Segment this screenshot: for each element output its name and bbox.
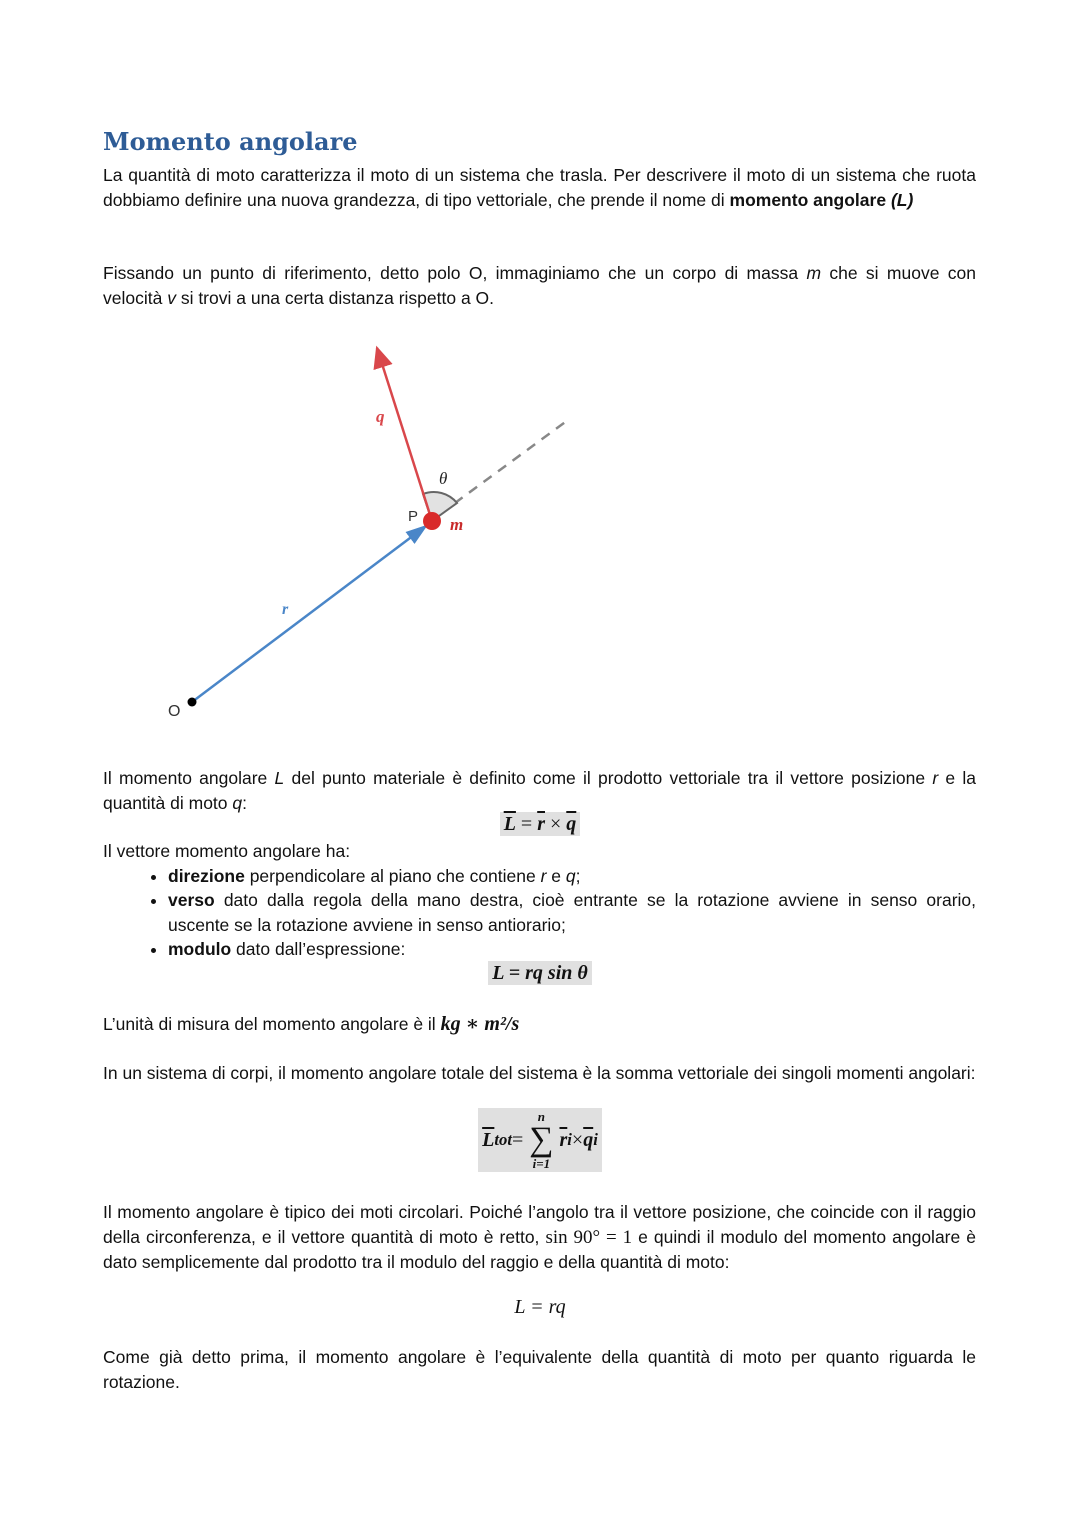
term: modulo [168,939,232,959]
symbol: $\overline{q}$ [583,1128,594,1151]
symbol: L [274,768,285,788]
term: momento angolare [729,189,891,210]
text: : [242,792,247,813]
text: e [546,865,566,886]
label-q: q⃗ [376,407,398,426]
label-p: P [408,508,419,525]
text: × [545,813,567,835]
text: La quantità di moto caratterizza il moto di un sistema che trasla. Per descrivere il moto di un sistema che ruota dobbiamo definire una nuova grandezza, di tipo vettoriale, che prende il nome di [103,165,976,210]
symbol: (L) [890,189,914,210]
text: si trovi a una certa distanza rispetto a O. [175,287,495,308]
label-r: r⃗ [282,601,301,618]
summation [529,1110,553,1170]
system-paragraph: In un sistema di corpi, il momento angolare totale del sistema è la somma vettoriale dei singoli momenti angolari: [103,1063,976,1083]
symbol: $\overline{L}$ [482,1128,495,1151]
list-item [168,937,976,962]
unit: kg ∗ m²/s [440,1013,520,1035]
symbol: q [565,865,576,886]
properties-list [103,864,976,962]
text: e la quantità di moto [103,768,976,813]
upper-limit: n [537,1109,545,1124]
text: Fissando un punto di riferimento, detto polo O, immaginiamo che un corpo di massa [103,263,807,283]
symbol: r [540,865,547,886]
text: dato dalla regola della mano destra, cioè entrante se la rotazione avviene in senso orario, uscente se la rotazione avviene in senso antiorario; [168,890,976,935]
cross-product-formula [0,813,1080,836]
modulus-formula [0,962,1080,985]
total-momentum-formula [0,1108,1080,1172]
text: ; [575,865,581,886]
text: del punto materiale è definito come il prodotto vettoriale tra il vettore posizione [284,768,933,788]
label-o: O [168,703,181,720]
definition-paragraph [103,766,976,815]
origin-point [188,698,197,707]
term: direzione [168,865,245,886]
lower-limit: i=1 [532,1156,551,1171]
vector-r [192,526,426,702]
symbol: $\overline{r}$ [559,1128,568,1151]
angular-momentum-diagram [0,0,1080,760]
text: Il momento angolare è tipico dei moti circolari. Poiché l’angolo tra il vettore posizione, che coincide con il raggio della circonferenza, e il vettore quantità di moto è retto, [103,1202,976,1247]
symbol: m [806,263,822,283]
subscript: i [593,1130,598,1149]
symbol: v [167,287,176,308]
text: e quindi il modulo del momento angolare è dato semplicemente dal prodotto tra il modulo del raggio e della quantità di moto: [103,1226,976,1272]
text: = [515,813,538,835]
sigma: ∑ [529,1121,554,1158]
reference-dashed-line [440,420,568,514]
formula: sin 90° = 1 [545,1226,633,1248]
text: L’unità di misura del momento angolare è il [103,1014,441,1034]
text: perpendicolare al piano che contiene [244,865,541,886]
text: dato dall’espressione: [231,939,406,959]
symbol: r [932,768,939,788]
closing-paragraph: Come già detto prima, il momento angolare è l’equivalente della quantità di moto per quanto riguarda le rotazione. [103,1347,976,1392]
text: Il vettore momento angolare ha: [103,841,351,861]
section-title: Momento angolare [103,127,358,156]
simple-formula: L = rq [514,1296,566,1318]
subscript: i [567,1130,572,1149]
label-m: m [450,515,464,534]
list-item [168,864,976,889]
symbol: $\overline{L}$ [503,813,516,835]
subscript: tot [494,1130,512,1149]
symbol: $\overline{r}$ [537,813,545,835]
text: × [571,1128,584,1151]
list-item [168,888,976,937]
unit-paragraph [103,1012,976,1037]
text: che si muove con velocità [103,263,976,308]
vector-q [377,348,432,521]
text: Il momento angolare [103,768,275,788]
term: verso [168,890,215,910]
text: = [511,1128,524,1151]
symbol: q [232,792,243,813]
vector-properties [103,839,976,962]
circular-motion-paragraph [103,1200,976,1275]
formula: L = rq sin θ [488,961,592,985]
mass-point [423,512,441,530]
symbol: $\overline{q}$ [566,813,577,835]
label-theta: θ [439,469,448,488]
